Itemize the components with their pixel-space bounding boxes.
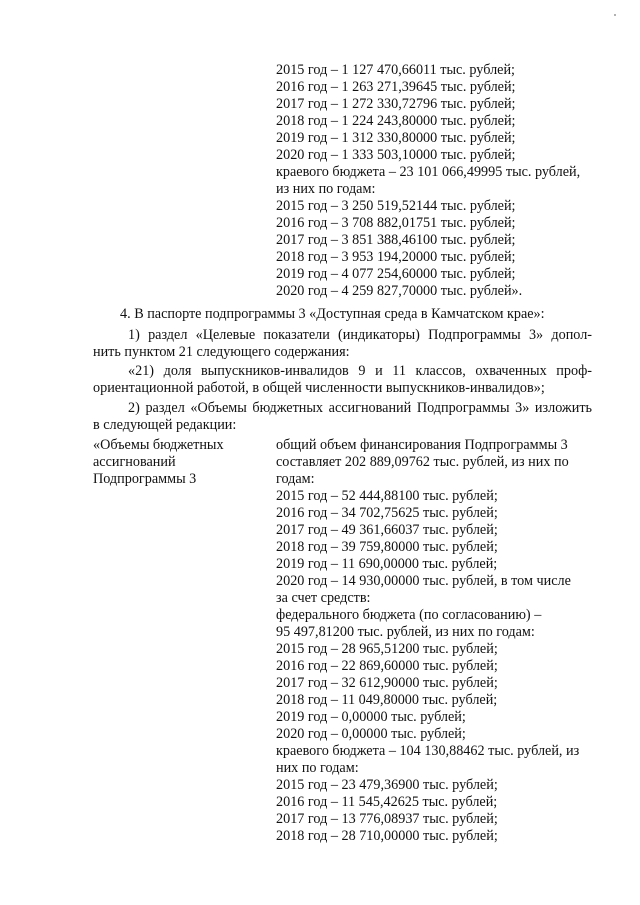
top-line-10: 2016 год – 3 708 882,01751 тыс. рублей;: [276, 215, 516, 231]
point-1-line-2: нить пунктом 21 следующего содержания:: [93, 344, 350, 360]
top-line-2: 2016 год – 1 263 271,39645 тыс. рублей;: [276, 79, 516, 95]
table-right-line-2: составляет 202 889,09762 тыс. рублей, из них по: [276, 454, 569, 470]
table-right-line-14: 2016 год – 22 869,60000 тыс. рублей;: [276, 658, 498, 674]
table-right-line-20: них по годам:: [276, 760, 359, 776]
point-1-line-1: 1) раздел «Целевые показатели (индикаторы) Подпрограммы 3» допол-: [128, 327, 592, 343]
point-21-line-1: «21) доля выпускников-инвалидов 9 и 11 классов, охваченных проф-: [128, 363, 592, 379]
table-right-line-15: 2017 год – 32 612,90000 тыс. рублей;: [276, 675, 498, 691]
table-right-line-13: 2015 год – 28 965,51200 тыс. рублей;: [276, 641, 498, 657]
table-right-line-11: федерального бюджета (по согласованию) –: [276, 607, 542, 623]
table-right-line-12: 95 497,81200 тыс. рублей, из них по годам:: [276, 624, 535, 640]
table-right-line-1: общий объем финансирования Подпрограммы 3: [276, 437, 568, 453]
table-right-line-10: за счет средств:: [276, 590, 371, 606]
table-left-line-3: Подпрограммы 3: [93, 471, 197, 487]
top-line-1: 2015 год – 1 127 470,66011 тыс. рублей;: [276, 62, 515, 78]
table-right-line-5: 2016 год – 34 702,75625 тыс. рублей;: [276, 505, 498, 521]
table-right-line-4: 2015 год – 52 444,88100 тыс. рублей;: [276, 488, 498, 504]
top-line-9: 2015 год – 3 250 519,52144 тыс. рублей;: [276, 198, 516, 214]
table-right-line-16: 2018 год – 11 049,80000 тыс. рублей;: [276, 692, 498, 708]
table-left-line-1: «Объемы бюджетных: [93, 437, 224, 453]
table-right-line-23: 2017 год – 13 776,08937 тыс. рублей;: [276, 811, 498, 827]
table-right-line-3: годам:: [276, 471, 315, 487]
point-21-line-2: ориентационной работой, в общей численности выпускников-инвалидов»;: [93, 380, 545, 396]
item-4-heading: 4. В паспорте подпрограммы 3 «Доступная среда в Камчатском крае»:: [120, 306, 545, 322]
table-right-line-24: 2018 год – 28 710,00000 тыс. рублей;: [276, 828, 498, 844]
table-right-line-21: 2015 год – 23 479,36900 тыс. рублей;: [276, 777, 498, 793]
point-2-line-2: в следующей редакции:: [93, 417, 237, 433]
table-left-line-2: ассигнований: [93, 454, 176, 470]
table-right-line-9: 2020 год – 14 930,00000 тыс. рублей, в том числе: [276, 573, 571, 589]
table-right-line-17: 2019 год – 0,00000 тыс. рублей;: [276, 709, 466, 725]
top-line-6: 2020 год – 1 333 503,10000 тыс. рублей;: [276, 147, 516, 163]
top-line-14: 2020 год – 4 259 827,70000 тыс. рублей».: [276, 283, 523, 299]
top-line-13: 2019 год – 4 077 254,60000 тыс. рублей;: [276, 266, 516, 282]
table-right-line-7: 2018 год – 39 759,80000 тыс. рублей;: [276, 539, 498, 555]
scan-dot: [614, 14, 616, 16]
table-right-line-8: 2019 год – 11 690,00000 тыс. рублей;: [276, 556, 498, 572]
table-right-line-19: краевого бюджета – 104 130,88462 тыс. рублей, из: [276, 743, 580, 759]
table-right-line-18: 2020 год – 0,00000 тыс. рублей;: [276, 726, 466, 742]
top-line-11: 2017 год – 3 851 388,46100 тыс. рублей;: [276, 232, 516, 248]
table-right-line-22: 2016 год – 11 545,42625 тыс. рублей;: [276, 794, 498, 810]
top-line-12: 2018 год – 3 953 194,20000 тыс. рублей;: [276, 249, 516, 265]
top-line-3: 2017 год – 1 272 330,72796 тыс. рублей;: [276, 96, 516, 112]
table-right-line-6: 2017 год – 49 361,66037 тыс. рублей;: [276, 522, 498, 538]
point-2-line-1: 2) раздел «Объемы бюджетных ассигнований Подпрограммы 3» изложить: [128, 400, 592, 416]
top-line-4: 2018 год – 1 224 243,80000 тыс. рублей;: [276, 113, 516, 129]
top-line-7: краевого бюджета – 23 101 066,49995 тыс. рублей,: [276, 164, 581, 180]
top-line-5: 2019 год – 1 312 330,80000 тыс. рублей;: [276, 130, 516, 146]
top-line-8: из них по годам:: [276, 181, 376, 197]
